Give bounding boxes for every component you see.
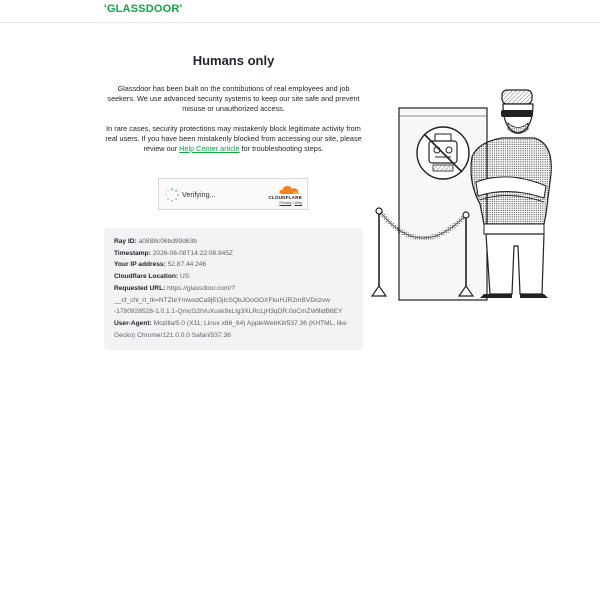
- intro-paragraph: Glassdoor has been built on the contributions of real employees and job seekers. We use advanced security systems to keep our site safe and prevent misuse or unauthorized access.: [107, 84, 360, 113]
- spinner-icon: [165, 188, 179, 202]
- timestamp-value: 2026-06-08T14:22:08.845Z: [152, 249, 234, 257]
- url-row: [114, 283, 353, 295]
- cloudflare-links: [280, 201, 302, 205]
- top-bar: [0, 0, 600, 23]
- location-value: US: [179, 273, 190, 281]
- user-agent-label: User-Agent:: [114, 319, 152, 327]
- url-line-3: -1780928528-1.0.1.1-QmcG2tVuXuxk9xLIg3XLRcLjH3qDR.0oCmZW9idB6EY: [114, 308, 343, 316]
- help-center-link[interactable]: Help Center article: [179, 144, 240, 153]
- privacy-link[interactable]: Privacy: [279, 201, 292, 205]
- blocked-paragraph: [104, 124, 363, 154]
- url-label: Requested URL:: [114, 284, 166, 292]
- timestamp-row: [114, 248, 353, 260]
- blocked-text-start: In rare cases, security protections may mistakenly block legitimate activity from real users. If you have been mistakenly blocked from accessing our site, please review our: [105, 124, 362, 153]
- page-title: Humans only: [192, 53, 275, 68]
- bouncer-illustration: [368, 86, 558, 302]
- help-link[interactable]: Help: [294, 201, 302, 205]
- location-row: [114, 271, 353, 283]
- ip-label: Your IP address:: [114, 261, 166, 269]
- ip-value: 52.87.44.246: [167, 261, 207, 269]
- glassdoor-logo[interactable]: 'GLASSDOOR': [104, 3, 183, 15]
- timestamp-label: Timestamp:: [114, 249, 151, 257]
- ray-id-label: Ray ID:: [114, 238, 137, 245]
- user-agent-row: [114, 318, 353, 330]
- user-agent-line-2: Gecko) Chrome/121.0.0.0 Safari/537.36: [114, 331, 231, 339]
- cloudflare-wordmark: CLOUDFLARE: [268, 195, 302, 200]
- cloudflare-brand: [262, 184, 302, 206]
- ray-id-row: [114, 236, 353, 248]
- blocked-text-end: for troubleshooting steps.: [239, 144, 324, 153]
- cloudflare-challenge-widget[interactable]: [158, 178, 308, 210]
- no-robots-icon: [417, 127, 469, 179]
- cloudflare-cloud-icon: [278, 184, 300, 195]
- ray-id-value: a0888c06bd99d63b: [138, 238, 197, 245]
- ip-row: [114, 259, 353, 271]
- request-details-box: [104, 228, 363, 350]
- url-line-1: https://glassdoor.com/?: [167, 284, 235, 292]
- location-label: Cloudflare Location:: [114, 273, 179, 281]
- link-separator: •: [291, 201, 295, 205]
- url-line-2: __cf_chl_rt_tk=NTZIeYmwsdCa9jEOjIcSQbJGoGOXFkuHJR2mBVDozvw: [114, 296, 331, 304]
- user-agent-line-1: Mozilla/5.0 (X11; Linux x86_64) AppleWebKit/537.36 (KHTML, like: [153, 319, 347, 327]
- verifying-status: Verifying...: [182, 190, 216, 199]
